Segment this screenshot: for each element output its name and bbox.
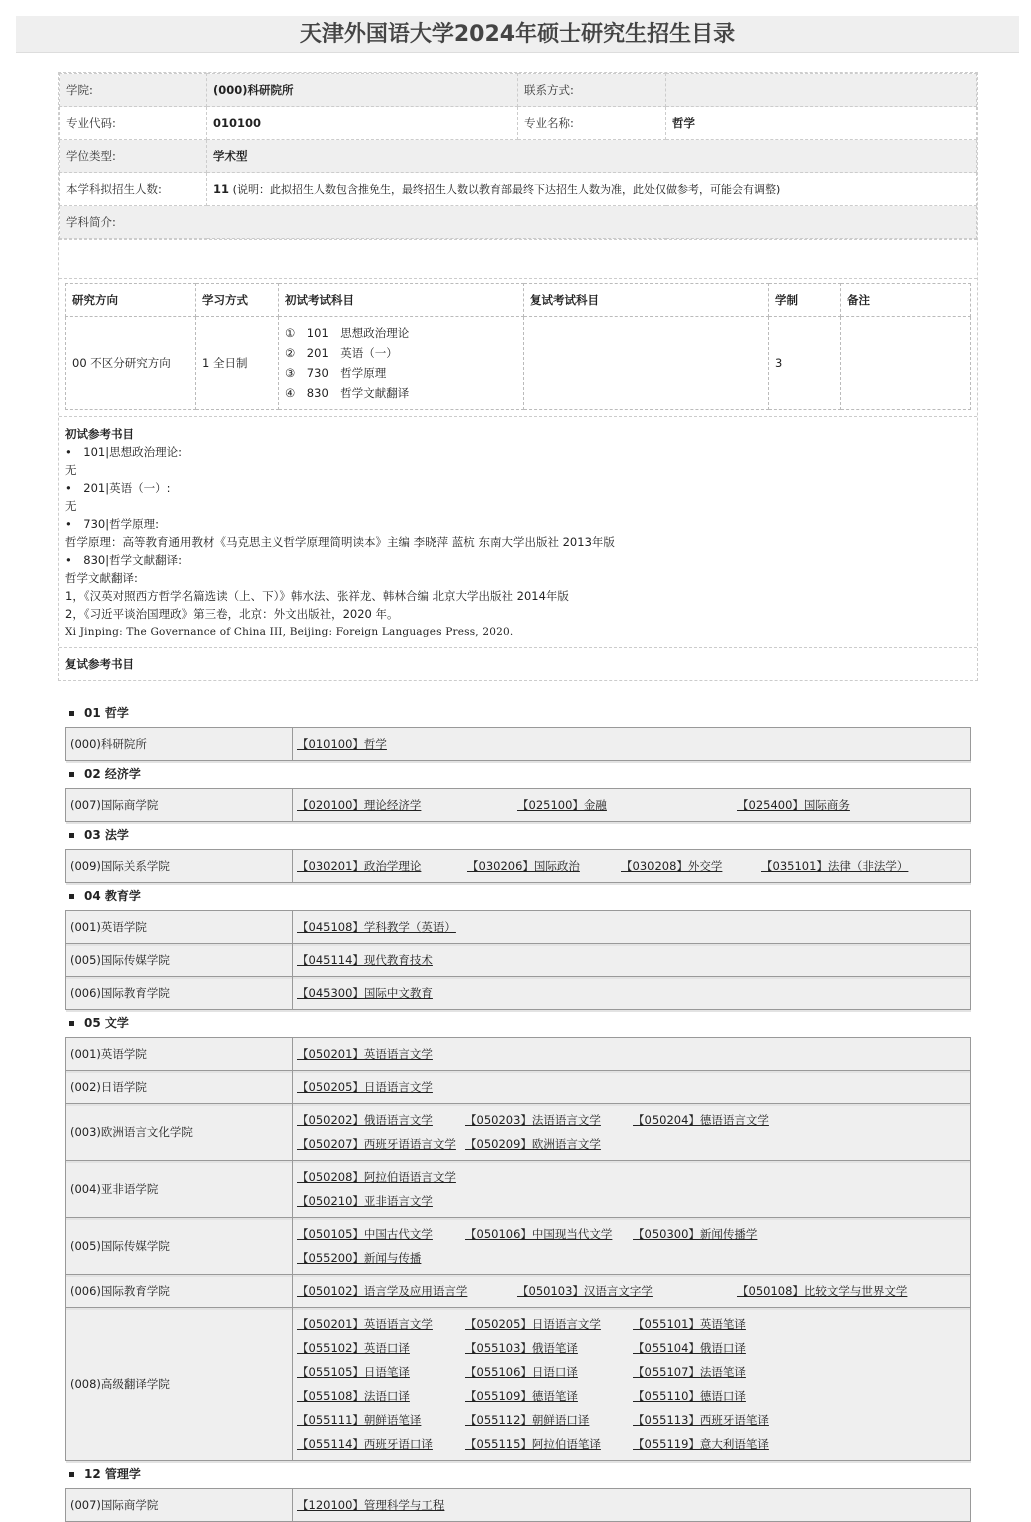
school-name: (005)国际传媒学院 xyxy=(66,944,293,977)
major-link[interactable]: 【050201】英语语言文学 xyxy=(297,1047,433,1061)
category-table xyxy=(65,849,971,883)
major-links xyxy=(293,1489,971,1522)
major-link[interactable]: 【055102】英语口译 xyxy=(297,1341,410,1355)
category-heading xyxy=(65,1461,971,1488)
header-retest: 复试考试科目 xyxy=(524,284,769,317)
school-row xyxy=(66,944,971,977)
subject-item: ③ 730 哲学原理 xyxy=(285,366,387,380)
category-list xyxy=(65,700,971,1522)
major-link[interactable]: 【025400】国际商务 xyxy=(737,798,850,812)
major-link[interactable]: 【050102】语言学及应用语言学 xyxy=(297,1284,468,1298)
contact-value xyxy=(666,74,977,107)
major-link[interactable]: 【045300】国际中文教育 xyxy=(297,986,433,1000)
major-links xyxy=(293,944,971,977)
major-links xyxy=(293,1308,971,1461)
program-detail-panel xyxy=(58,72,978,681)
major-link[interactable]: 【055112】朝鲜语口译 xyxy=(465,1413,590,1427)
quota-note: (说明：此拟招生人数包含推免生，最终招生人数以教育部最终下达招生人数为准，此处仅做参考，可能会有调整) xyxy=(232,183,781,196)
school-name: (002)日语学院 xyxy=(66,1071,293,1104)
category-title: 05 文学 xyxy=(84,1016,129,1030)
category-table xyxy=(65,788,971,822)
major-link[interactable]: 【050209】欧洲语言文学 xyxy=(465,1137,601,1151)
book-line: • 201|英语（一）: xyxy=(65,481,171,495)
school-name: (004)亚非语学院 xyxy=(66,1161,293,1218)
direction-cell: 00 不区分研究方向 xyxy=(66,317,196,410)
bullet-icon xyxy=(69,772,74,777)
school-name: (009)国际关系学院 xyxy=(66,850,293,883)
degree-type-value: 学术型 xyxy=(207,140,977,173)
category-title: 03 法学 xyxy=(84,828,129,842)
school-row xyxy=(66,728,971,761)
school-row xyxy=(66,789,971,822)
school-row xyxy=(66,1161,971,1218)
major-link[interactable]: 【050103】汉语言文字学 xyxy=(517,1284,653,1298)
school-name: (007)国际商学院 xyxy=(66,1489,293,1522)
school-row xyxy=(66,1218,971,1275)
major-link[interactable]: 【050204】德语语言文学 xyxy=(633,1113,769,1127)
school-row xyxy=(66,1038,971,1071)
major-link[interactable]: 【045114】现代教育技术 xyxy=(297,953,433,967)
book-line: 哲学文献翻译: xyxy=(65,571,138,585)
page-title: 天津外国语大学2024年硕士研究生招生目录 xyxy=(16,16,1019,53)
major-links xyxy=(293,1104,971,1161)
major-name-label: 专业名称: xyxy=(518,107,666,140)
school-row xyxy=(66,1071,971,1104)
major-link[interactable]: 【050202】俄语语言文学 xyxy=(297,1113,433,1127)
books-title: 初试参考书目 xyxy=(65,427,134,441)
major-link[interactable]: 【055107】法语笔译 xyxy=(633,1365,746,1379)
major-link[interactable]: 【055101】英语笔译 xyxy=(633,1317,746,1331)
school-name: (007)国际商学院 xyxy=(66,789,293,822)
major-link[interactable]: 【035101】法律（非法学） xyxy=(761,859,909,873)
major-link[interactable]: 【050210】亚非语言文学 xyxy=(297,1194,433,1208)
bullet-icon xyxy=(69,1021,74,1026)
major-link[interactable]: 【030208】外交学 xyxy=(621,859,723,873)
major-link[interactable]: 【055109】德语笔译 xyxy=(465,1389,578,1403)
major-link[interactable]: 【050201】英语语言文学 xyxy=(297,1317,433,1331)
major-link[interactable]: 【055114】西班牙语口译 xyxy=(297,1437,433,1451)
major-link[interactable]: 【050207】西班牙语语言文学 xyxy=(297,1137,456,1151)
major-link[interactable]: 【055200】新闻与传播 xyxy=(297,1251,422,1265)
category-heading xyxy=(65,761,971,788)
major-link[interactable]: 【050106】中国现当代文学 xyxy=(465,1227,613,1241)
quota-value: 11 xyxy=(213,182,230,196)
school-row xyxy=(66,1275,971,1308)
major-code-value: 010100 xyxy=(207,107,518,140)
book-line: 哲学原理：高等教育通用教材《马克思主义哲学原理简明读本》主编 李晓萍 蓝杭 东南大学出版社 2013年版 xyxy=(65,535,615,549)
major-link[interactable]: 【055108】法语口译 xyxy=(297,1389,410,1403)
book-line: 无 xyxy=(65,499,77,513)
school-name: (001)英语学院 xyxy=(66,911,293,944)
school-row xyxy=(66,1308,971,1461)
category-table xyxy=(65,1037,971,1461)
college-label: 学院: xyxy=(60,74,207,107)
school-name: (008)高级翻译学院 xyxy=(66,1308,293,1461)
subject-item: ② 201 英语（一） xyxy=(285,346,398,360)
book-line: 2，《习近平谈治国理政》第三卷，北京：外文出版社，2020 年。 xyxy=(65,607,399,621)
school-name: (003)欧洲语言文化学院 xyxy=(66,1104,293,1161)
major-link[interactable]: 【055111】朝鲜语笔译 xyxy=(297,1413,422,1427)
major-link[interactable]: 【055110】德语口译 xyxy=(633,1389,746,1403)
info-table xyxy=(59,73,977,239)
bullet-icon xyxy=(69,1472,74,1477)
subjects-cell xyxy=(279,317,524,410)
subject-item: ① 101 思想政治理论 xyxy=(285,326,410,340)
major-link[interactable]: 【050108】比较文学与世界文学 xyxy=(737,1284,908,1298)
header-first-exam: 初试考试科目 xyxy=(279,284,524,317)
major-link[interactable]: 【055103】俄语笔译 xyxy=(465,1341,578,1355)
intro-label: 学科简介: xyxy=(60,206,977,239)
subject-item: ④ 830 哲学文献翻译 xyxy=(285,386,410,400)
category-title: 12 管理学 xyxy=(84,1467,141,1481)
category-table xyxy=(65,1488,971,1522)
school-row xyxy=(66,850,971,883)
major-name-value: 哲学 xyxy=(666,107,977,140)
category-heading xyxy=(65,883,971,910)
major-link[interactable]: 【055105】日语笔译 xyxy=(297,1365,410,1379)
college-value: (000)科研院所 xyxy=(207,74,518,107)
school-row xyxy=(66,1489,971,1522)
school-row xyxy=(66,977,971,1010)
bullet-icon xyxy=(69,711,74,716)
school-row xyxy=(66,1104,971,1161)
major-link[interactable]: 【010100】哲学 xyxy=(297,737,387,751)
bullet-icon xyxy=(69,894,74,899)
major-link[interactable]: 【030206】国际政治 xyxy=(467,859,580,873)
intro-content xyxy=(59,239,977,279)
book-line-english: Xi Jinping: The Governance of China III, Beijing: Foreign Languages Press, 2020. xyxy=(65,626,514,638)
book-line: • 101|思想政治理论: xyxy=(65,445,182,459)
quota-label: 本学科拟招生人数: xyxy=(60,173,207,206)
category-heading xyxy=(65,1010,971,1037)
school-name: (005)国际传媒学院 xyxy=(66,1218,293,1275)
category-heading xyxy=(65,822,971,849)
reference-books xyxy=(59,417,977,648)
contact-label: 联系方式: xyxy=(518,74,666,107)
school-name: (006)国际教育学院 xyxy=(66,1275,293,1308)
major-link[interactable]: 【050205】日语语言文学 xyxy=(297,1080,433,1094)
major-links xyxy=(293,728,971,761)
quota-cell xyxy=(207,173,977,206)
book-line: 无 xyxy=(65,463,77,477)
major-link[interactable]: 【020100】理论经济学 xyxy=(297,798,422,812)
school-name: (000)科研院所 xyxy=(66,728,293,761)
exam-table-wrap xyxy=(59,279,977,417)
years-cell: 3 xyxy=(769,317,841,410)
header-years: 学制 xyxy=(769,284,841,317)
major-link[interactable]: 【055119】意大利语笔译 xyxy=(633,1437,769,1451)
major-link[interactable]: 【055115】阿拉伯语笔译 xyxy=(465,1437,601,1451)
major-links xyxy=(293,1275,971,1308)
school-name: (006)国际教育学院 xyxy=(66,977,293,1010)
school-row xyxy=(66,911,971,944)
major-links xyxy=(293,911,971,944)
major-link[interactable]: 【050105】中国古代文学 xyxy=(297,1227,433,1241)
major-link[interactable]: 【050205】日语语言文学 xyxy=(465,1317,601,1331)
major-links xyxy=(293,977,971,1010)
major-link[interactable]: 【055104】俄语口译 xyxy=(633,1341,746,1355)
major-links xyxy=(293,789,971,822)
major-link[interactable]: 【050203】法语语言文学 xyxy=(465,1113,601,1127)
degree-type-label: 学位类型: xyxy=(60,140,207,173)
major-link[interactable]: 【055113】西班牙语笔译 xyxy=(633,1413,769,1427)
major-link[interactable]: 【050208】阿拉伯语语言文学 xyxy=(297,1170,456,1184)
major-links xyxy=(293,1218,971,1275)
school-name: (001)英语学院 xyxy=(66,1038,293,1071)
remark-cell xyxy=(841,317,971,410)
major-links xyxy=(293,850,971,883)
major-link[interactable]: 【025100】金融 xyxy=(517,798,607,812)
major-link[interactable]: 【045108】学科教学（英语） xyxy=(297,920,456,934)
category-heading xyxy=(65,700,971,727)
bullet-icon xyxy=(69,833,74,838)
major-link[interactable]: 【055106】日语口译 xyxy=(465,1365,578,1379)
header-mode: 学习方式 xyxy=(196,284,279,317)
major-links xyxy=(293,1071,971,1104)
header-remark: 备注 xyxy=(841,284,971,317)
category-table xyxy=(65,727,971,761)
category-title: 04 教育学 xyxy=(84,889,141,903)
category-table xyxy=(65,910,971,1010)
header-direction: 研究方向 xyxy=(66,284,196,317)
book-line: 1，《汉英对照西方哲学名篇选读（上、下）》韩水法、张祥龙、韩林合编 北京大学出版社 2014年版 xyxy=(65,589,569,603)
category-title: 01 哲学 xyxy=(84,706,129,720)
major-code-label: 专业代码: xyxy=(60,107,207,140)
major-link[interactable]: 【120100】管理科学与工程 xyxy=(297,1498,445,1512)
major-link[interactable]: 【050300】新闻传播学 xyxy=(633,1227,758,1241)
retest-books-title: 复试参考书目 xyxy=(65,657,134,671)
major-links xyxy=(293,1038,971,1071)
mode-cell: 1 全日制 xyxy=(196,317,279,410)
book-line: • 730|哲学原理: xyxy=(65,517,159,531)
major-links xyxy=(293,1161,971,1218)
category-title: 02 经济学 xyxy=(84,767,141,781)
major-link[interactable]: 【030201】政治学理论 xyxy=(297,859,422,873)
book-line: • 830|哲学文献翻译: xyxy=(65,553,182,567)
retest-cell xyxy=(524,317,769,410)
exam-table xyxy=(65,283,971,410)
